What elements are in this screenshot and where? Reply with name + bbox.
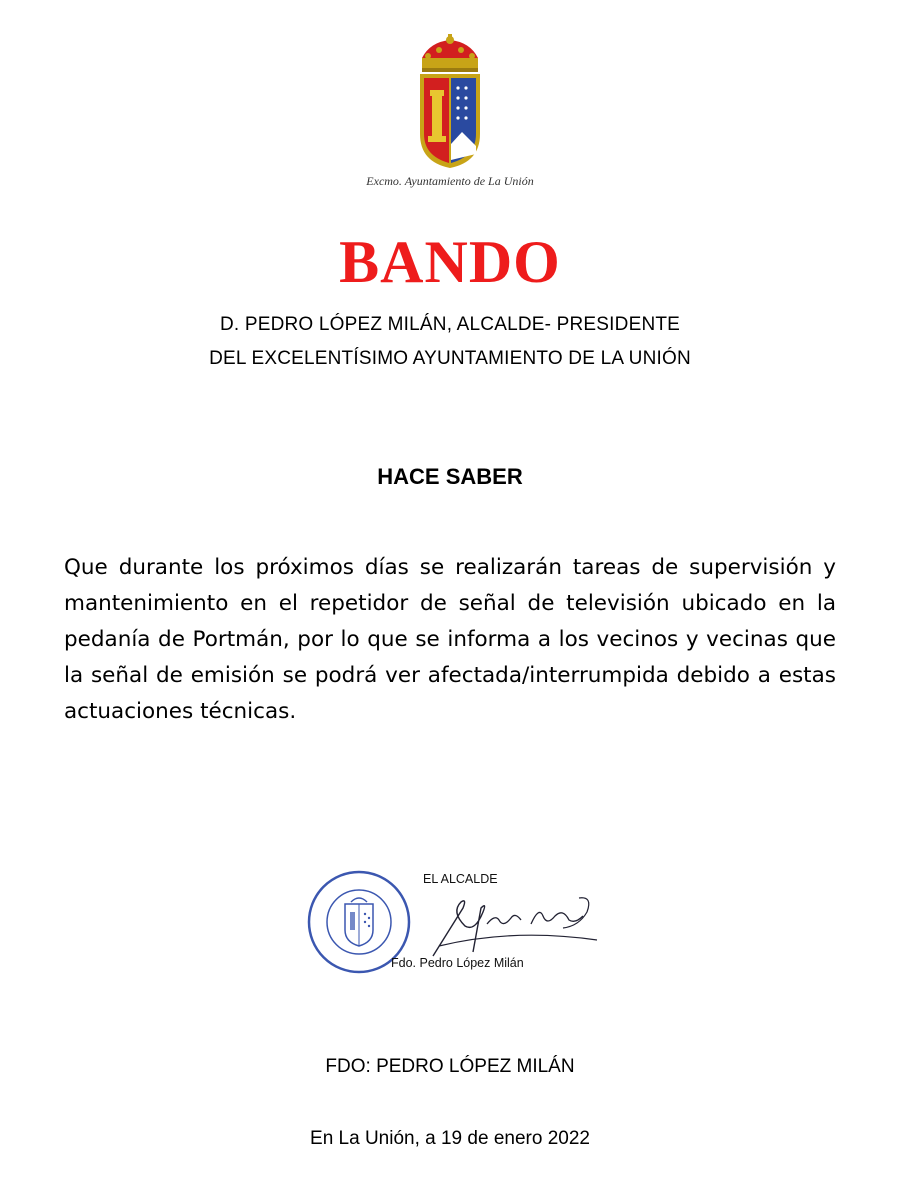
- date-line: En La Unión, a 19 de enero 2022: [310, 1128, 590, 1149]
- document-title: BANDO: [339, 229, 561, 295]
- signed-by-line: FDO: PEDRO LÓPEZ MILÁN: [325, 1056, 575, 1077]
- issuer-line-1: D. PEDRO LÓPEZ MILÁN, ALCALDE- PRESIDENTE: [219, 314, 681, 335]
- announcement-body: Que durante los próximos días se realizarán tareas de supervisión y mantenimiento en el repetidor de señal de televisión ubicado en la pedanía de Portmán, por lo que se informa a los vecinos y vecinas que la señal de emisión se podrá ver afectada/interrumpida debido a estas actuaciones técnicas.: [64, 555, 836, 724]
- signature-name: Fdo. Pedro López Milán: [391, 956, 524, 970]
- signature-block: [283, 858, 613, 982]
- announcement-heading: HACE SABER: [377, 464, 523, 489]
- issuer-line-2: DEL EXCELENTÍSIMO AYUNTAMIENTO DE LA UNIÓN: [209, 348, 691, 369]
- signature-role: EL ALCALDE: [423, 872, 498, 886]
- coat-of-arms-icon: [410, 34, 490, 174]
- crest-caption: Excmo. Ayuntamiento de La Unión: [366, 174, 534, 188]
